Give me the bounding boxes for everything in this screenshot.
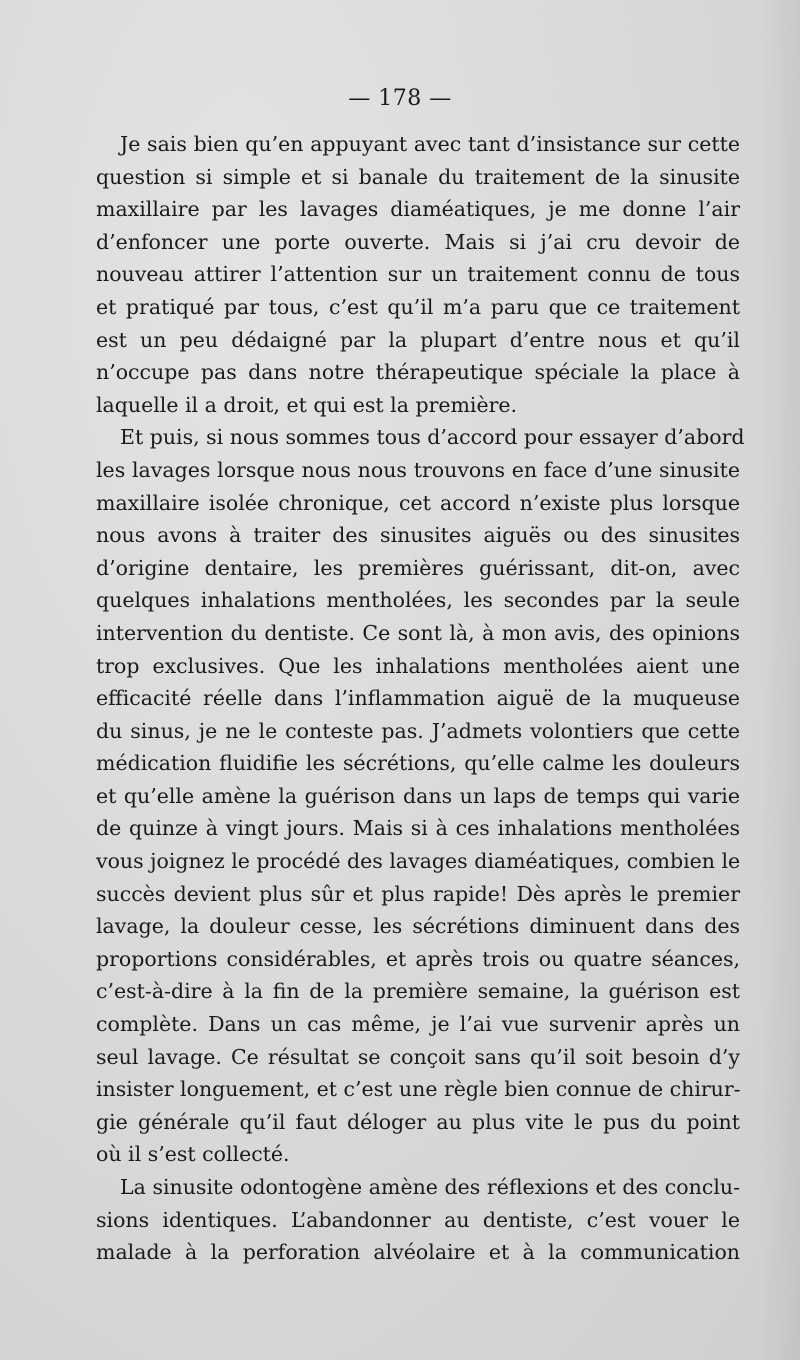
text-line: d’enfoncer une porte ouverte. Mais si j’ai cru devoir de [96,229,740,254]
text-line: Et puis, si nous sommes tous d’accord pour essayer d’abord [120,425,745,450]
text-line: de quinze à vingt jours. Mais si à ces inhalations mentholées [96,816,740,841]
text-line: n’occupe pas dans notre thérapeutique spéciale la place à [96,360,740,385]
text-line: seul lavage. Ce résultat se conçoit sans qu’il soit besoin d’y [96,1044,740,1069]
text-line: d’origine dentaire, les premières guérissant, dit-on, avec [96,555,740,580]
paragraph-2 [96,421,745,1171]
paragraph-1 [96,128,740,421]
text-line: nouveau attirer l’attention sur un traitement connu de tous [96,262,740,287]
text-line: malade à la perforation alvéolaire et à la communication [96,1240,740,1265]
text-line: complète. Dans un cas même, je l’ai vue survenir après un [96,1012,740,1037]
page-number: — 178 — [348,86,452,111]
text-line: nous avons à traiter des sinusites aiguës ou des sinusites [96,523,740,548]
text-line: laquelle il a droit, et qui est la première. [96,392,518,417]
text-line: maxillaire par les lavages diaméatiques, je me donne l’air [96,197,740,222]
text-line: lavage, la douleur cesse, les sécrétions diminuent dans des [96,914,740,939]
body-text [96,128,745,1269]
page-edge-shadow [760,0,800,1360]
text-line: maxillaire isolée chronique, cet accord n’existe plus lorsque [96,490,740,515]
text-line: quelques inhalations mentholées, les secondes par la seule [96,588,740,613]
text-line: c’est-à-dire à la fin de la première semaine, la guérison est [96,979,740,1004]
text-line: vous joignez le procédé des lavages diaméatiques, combien le [96,849,741,874]
text-line: Je sais bien qu’en appuyant avec tant d’insistance sur cette [120,132,740,156]
text-line: où il s’est collecté. [96,1142,290,1167]
paragraph-3 [96,1171,740,1269]
text-line: est un peu dédaigné par la plupart d’entre nous et qu’il [96,327,740,352]
text-line: sions identiques. L’abandonner au dentiste, c’est vouer le [96,1207,740,1232]
text-line: du sinus, je ne le conteste pas. J’admets volontiers que cette [96,718,740,743]
text-line: proportions considérables, et après trois ou quatre séances, [96,946,740,971]
text-line: et qu’elle amène la guérison dans un laps de temps qui varie [96,783,740,808]
text-line: les lavages lorsque nous nous trouvons en face d’une sinusite [96,457,740,482]
text-line: trop exclusives. Que les inhalations mentholées aient une [96,653,740,678]
text-line: succès devient plus sûr et plus rapide! Dès après le premier [96,881,740,906]
text-line: intervention du dentiste. Ce sont là, à mon avis, des opinions [96,620,740,645]
text-line: efficacité réelle dans l’inflammation aiguë de la muqueuse [96,686,740,711]
text-line: La sinusite odontogène amène des réflexions et des conclu- [120,1175,740,1199]
text-line: insister longuement, et c’est une règle bien connue de chirur- [96,1077,741,1102]
text-line: et pratiqué par tous, c’est qu’il m’a paru que ce traitement [96,294,740,319]
text-line: médication fluidifie les sécrétions, qu’elle calme les douleurs [96,751,740,776]
text-line: question si simple et si banale du traitement de la sinusite [96,164,740,189]
text-line: gie générale qu’il faut déloger au plus vite le pus du point [96,1109,740,1134]
